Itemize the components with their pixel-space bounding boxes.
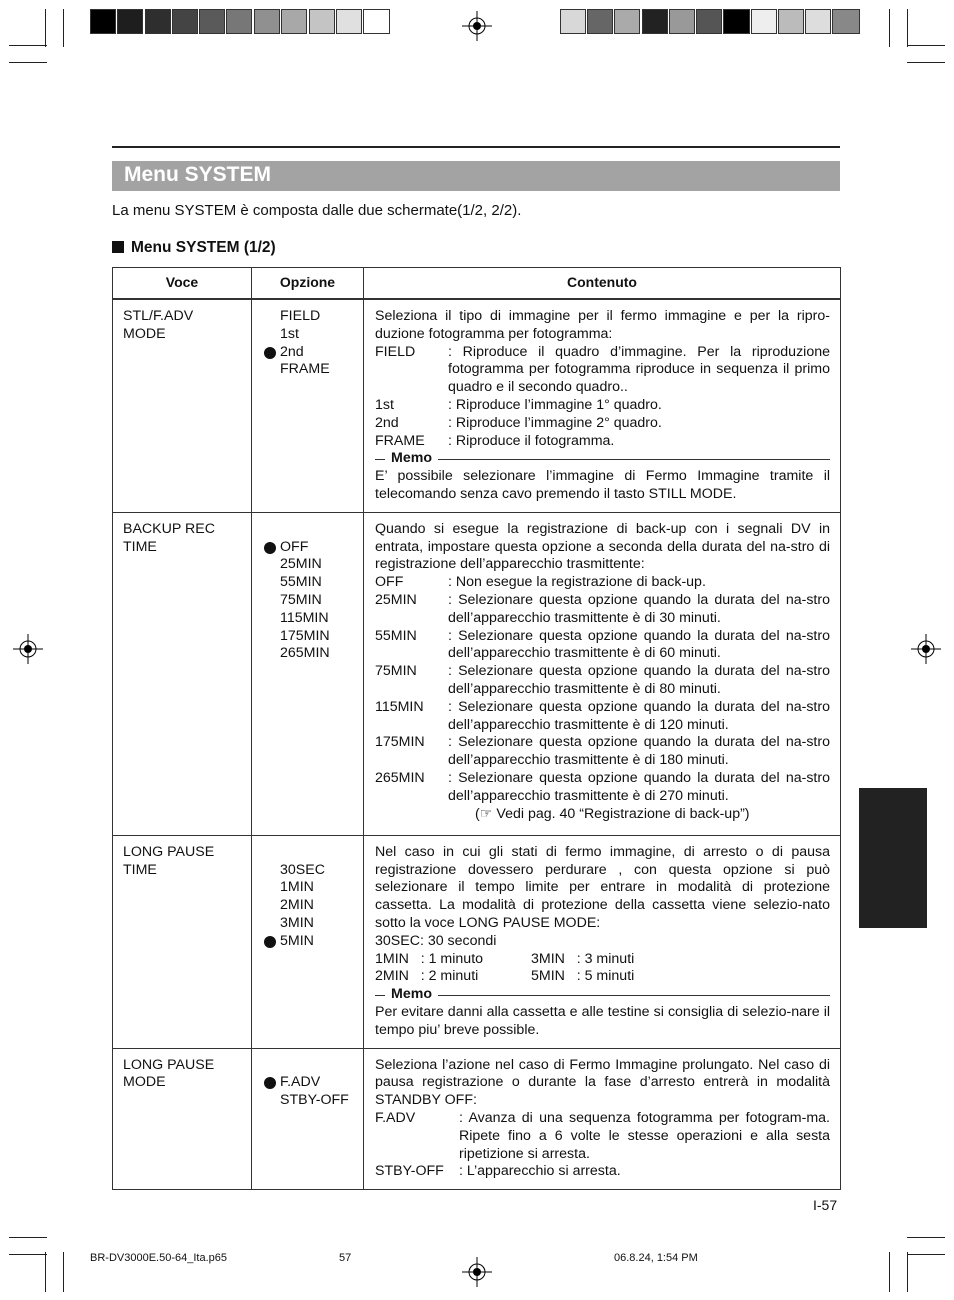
option-item: 175MIN: [280, 627, 330, 644]
selected-bullet-icon: [264, 1077, 276, 1089]
option-cell: [252, 512, 364, 835]
definition-row: FIELD : Riproduce il quadro d’immagine. Per la riproduzione fotogramma per fotogramma riproduce in sequenza il primo quadro e il secondo quadro..: [375, 343, 830, 396]
content-intro: Seleziona il tipo di immagine per il fermo immagine e per la ripro-duzione fotogramma per fotogramma:: [375, 308, 830, 342]
selected-bullet-icon: [264, 542, 276, 554]
column-header-voce: Voce: [113, 268, 252, 300]
page-number: I-57: [813, 1197, 838, 1213]
chapter-side-tab: [859, 788, 927, 928]
voce-line: BACKUP REC: [123, 520, 215, 537]
header-rule: [112, 146, 840, 148]
voce-cell: [113, 835, 252, 1048]
intro-text: La menu SYSTEM è composta dalle due schermate(1/2, 2/2).: [112, 202, 522, 219]
option-item: 115MIN: [280, 609, 329, 626]
footer-filename: BR-DV3000E.50-64_Ita.p65: [90, 1252, 227, 1264]
option-spacer: [264, 844, 363, 862]
footer-date: 06.8.24, 1:54 PM: [614, 1252, 698, 1264]
option-item: FRAME: [280, 361, 330, 378]
voce-line: TIME: [123, 861, 157, 878]
voce-line: STL/F.ADV: [123, 308, 194, 324]
page-title: Menu SYSTEM: [124, 163, 272, 186]
voce-line: MODE: [123, 1074, 166, 1091]
definition-row: 265MIN : Selezionare questa opzione quando la durata del na-stro dell’apparecchio trasmittente è di 270 minuti.: [375, 769, 830, 804]
square-bullet-icon: [112, 241, 124, 253]
voce-line: TIME: [123, 538, 157, 555]
definition-row: 25MIN : Selezionare questa opzione quando la durata del na-stro dell’apparecchio trasmittente è di 30 minuti.: [375, 591, 830, 626]
content-intro: Quando si esegue la registrazione di back-up con i segnali DV in entrata, impostare questa opzione a seconda della durata del na-stro di registrazione dell’apparecchio trasmittente:: [375, 520, 830, 573]
option-cell: [252, 1048, 364, 1190]
definition-line: 30SEC: 30 secondi: [375, 932, 497, 949]
option-item: 25MIN: [280, 556, 322, 573]
section-title-bar: [112, 161, 840, 191]
definition-row: FRAME : Riproduce il fotogramma.: [375, 432, 615, 449]
voce-cell: [113, 299, 252, 512]
memo-heading: Memo: [375, 986, 830, 1004]
definition-row: 2nd : Riproduce l’immagine 2° quadro.: [375, 414, 662, 431]
option-item: 30SEC: [280, 861, 325, 878]
definition-row: OFF : Non esegue la registrazione di back-up.: [375, 574, 706, 591]
option-spacer: [264, 1057, 363, 1075]
footer-page: 57: [339, 1252, 352, 1264]
definition-row: 55MIN : Selezionare questa opzione quando la durata del na-stro dell’apparecchio trasmittente è di 60 minuti.: [375, 627, 830, 662]
content-cell: [364, 512, 841, 835]
option-item: 1MIN: [280, 879, 314, 896]
definition-row: 75MIN : Selezionare questa opzione quando la durata del na-stro dell’apparecchio trasmittente è di 80 minuti.: [375, 663, 830, 697]
option-item: 75MIN: [280, 591, 322, 608]
option-item: 55MIN: [280, 574, 322, 591]
voce-cell: [113, 1048, 252, 1190]
definition-row: 175MIN : Selezionare questa opzione quando la durata del na-stro dell’apparecchio trasmittente è di 180 minuti.: [375, 734, 830, 769]
table-header-row: [113, 268, 841, 300]
option-item-selected: 2nd: [264, 344, 363, 362]
definition-row: F.ADV : Avanza di una sequenza fotogramma per fotogram-ma. Ripete fino a 6 volte le stesse operazioni e alla sesta ripetizione si arresta.: [375, 1109, 830, 1162]
content-intro: Seleziona l’azione nel caso di Fermo Immagine prolungato. Nel caso di pausa registrazione o durante la fase d’arresto entrerà in modalità STANDBY OFF:: [375, 1056, 830, 1109]
definition-row: 115MIN : Selezionare questa opzione quando la durata del na-stro dell’apparecchio trasmittente è di 120 minuti.: [375, 698, 830, 733]
memo-heading: Memo: [375, 450, 830, 468]
option-cell: [252, 299, 364, 512]
option-item: 2MIN: [280, 897, 314, 914]
table-row: [113, 299, 841, 512]
option-item: 265MIN: [280, 645, 330, 662]
option-item: 3MIN: [280, 914, 314, 931]
definition-row: STBY-OFF : L’apparecchio si arresta.: [375, 1163, 621, 1180]
option-item-selected: OFF: [264, 539, 363, 557]
selected-bullet-icon: [264, 936, 276, 948]
option-item: FIELD: [280, 308, 321, 324]
definition-grid: 1MIN : 1 minuto 3MIN : 3 minuti 2MIN : 2 minuti 5MIN : 5 minuti: [375, 950, 635, 985]
table-row: [113, 512, 841, 835]
voce-line: LONG PAUSE: [123, 1056, 215, 1073]
registration-mark-bottom-icon: [462, 1257, 492, 1287]
memo-text: E’ possibile selezionare l’immagine di Fermo Immagine tramite il telecomando senza cavo premendo il tasto STILL MODE.: [375, 468, 830, 502]
option-item: 1st: [280, 325, 299, 342]
definition-row: 1st : Riproduce l’immagine 1° quadro.: [375, 396, 662, 413]
memo-text: Per evitare danni alla cassetta e alle testine si consiglia di selezio-nare il tempo piu’ breve possible.: [375, 1003, 830, 1038]
selected-bullet-icon: [264, 347, 276, 359]
content-cell: [364, 835, 841, 1048]
subsection-heading: Menu SYSTEM (1/2): [112, 239, 276, 257]
content-intro: Nel caso in cui gli stati di fermo immagine, di arresto o di pausa registrazione dovessero perdurare , con questa opzione si può selezionare il tempo limite per entrare in modalità di protezione cassetta. La modalità di protezione della cassetta viene selezio-nato sotto la voce LONG PAUSE MODE:: [375, 843, 830, 931]
registration-mark-top-icon: [462, 11, 492, 41]
menu-table: [112, 267, 841, 1190]
table-row: [113, 1048, 841, 1190]
option-cell: [252, 835, 364, 1048]
table-row: [113, 835, 841, 1048]
voce-line: LONG PAUSE: [123, 843, 215, 860]
voce-cell: [113, 512, 252, 835]
column-header-contenuto: Contenuto: [364, 268, 841, 300]
voce-line: MODE: [123, 325, 166, 342]
registration-mark-left-icon: [13, 634, 43, 664]
option-item-selected: F.ADV: [264, 1074, 363, 1092]
content-cell: [364, 299, 841, 512]
page-reference-link[interactable]: (☞ Vedi pag. 40 “Registrazione di back-up”): [475, 805, 750, 822]
registration-mark-right-icon: [911, 634, 941, 664]
column-header-opzione: Opzione: [252, 268, 364, 300]
content-cell: [364, 1048, 841, 1190]
option-item-selected: 5MIN: [264, 933, 363, 951]
option-item: STBY-OFF: [280, 1092, 349, 1109]
